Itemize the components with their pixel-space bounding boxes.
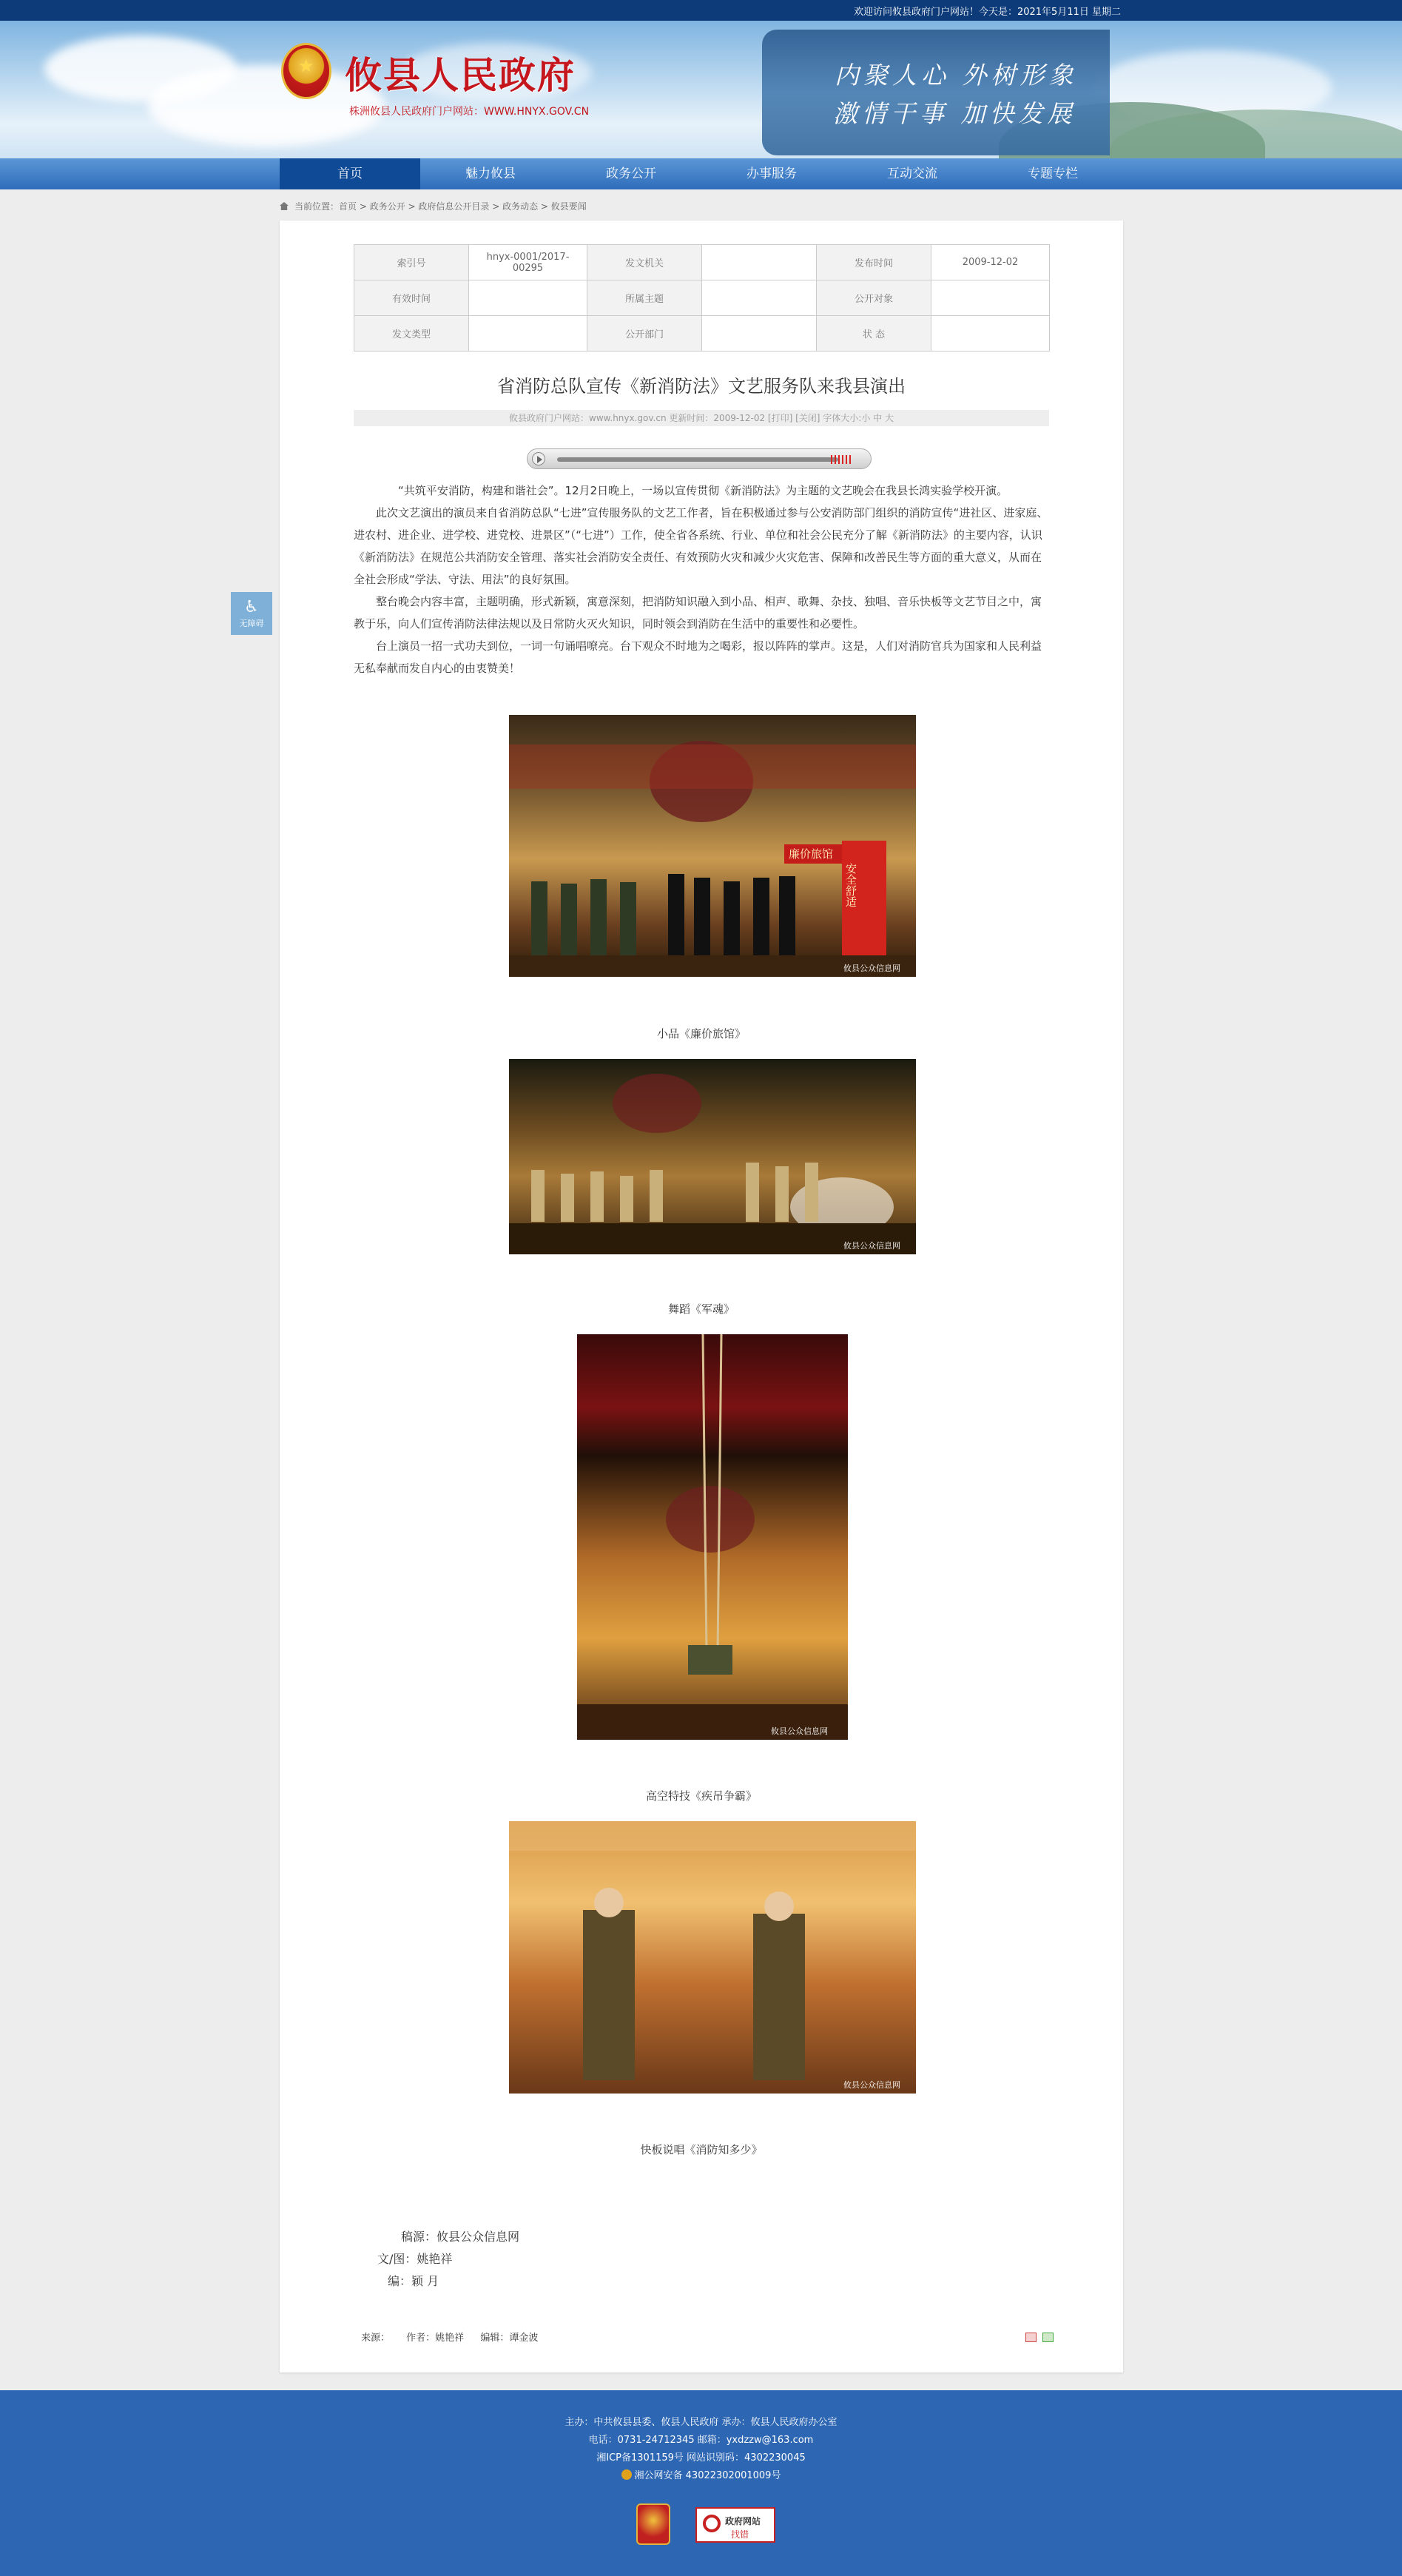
breadcrumb-path[interactable]: 首页 > 政务公开 > 政府信息公开目录 > 政务动态 > 攸县要闻 xyxy=(339,201,587,212)
nav-item-charm[interactable]: 魅力攸县 xyxy=(465,167,516,181)
report-error-badge[interactable] xyxy=(695,2507,775,2543)
accessibility-label: 无障碍 xyxy=(239,619,264,628)
play-icon[interactable] xyxy=(532,452,545,465)
volume-icon[interactable] xyxy=(831,455,853,464)
table-row xyxy=(354,280,1050,316)
signature-editor: 编：颖 月 xyxy=(388,2274,439,2288)
main-nav xyxy=(0,158,1402,189)
meta-label: 公开部门 xyxy=(587,316,702,352)
caption-dance: 舞蹈《军魂》 xyxy=(667,1302,735,1316)
meta-label: 发布时间 xyxy=(817,245,931,280)
footer-police-record[interactable] xyxy=(0,2467,1402,2481)
meta-label: 公开对象 xyxy=(817,280,931,316)
photo-sign-text: 安全舒适 xyxy=(844,863,857,907)
footer-icp[interactable]: 湘ICP备1301159号 网站识别码：4302230045 xyxy=(596,2452,806,2464)
slogan-line-2: 激情干事 加快发展 xyxy=(833,99,1076,128)
meta-label: 发文类型 xyxy=(354,316,469,352)
article-info-bar[interactable]: 攸县政府门户网站：www.hnyx.gov.cn 更新时间：2009-12-02 [打印] [关闭] 字体大小:小 中 大 xyxy=(354,410,1049,426)
article-source-row xyxy=(361,2330,551,2344)
stage-scene-4 xyxy=(509,1821,916,2094)
caption-kuaiban: 快板说唱《消防知多少》 xyxy=(640,2143,763,2156)
paragraph: 此次文艺演出的演员来自省消防总队“七进”宣传服务队的文艺工作者，旨在积极通过参与公安消防部门组织的消防宣传“进社区、进家庭、进农村、进企业、进学校、进党校、进景区”（“七进”）工作，使全省各系统、行业、单位和社会公民充分了解《新消防法》的主要内容，认识《新消防法》在规范公共消防安全管理、落实社会消防安全责任、有效预防火灾和减少火灾危害、保障和改善民生等方面的重大意义，从而在全社会形成“学法、守法、用法”的良好氛围。 xyxy=(354,506,1048,586)
site-subtitle: 株洲攸县人民政府门户网站：WWW.HNYX.GOV.CN xyxy=(349,106,590,118)
article-body xyxy=(354,480,1049,679)
meta-label: 有效时间 xyxy=(354,280,469,316)
magnifier-icon xyxy=(703,2515,721,2532)
paragraph: 台上演员一招一式功夫到位，一词一句诵唱嘹亮。台下观众不时地为之喝彩，报以阵阵的掌声。这是，人们对消防官兵为国家和人民利益无私奉献而发自内心的由衷赞美！ xyxy=(354,639,1042,675)
photo-dance xyxy=(509,1059,916,1254)
caption-aerial: 高空特技《疾吊争霸》 xyxy=(645,1789,757,1803)
national-emblem-icon xyxy=(281,43,331,99)
meta-label: 发文机关 xyxy=(587,245,702,280)
meta-value xyxy=(469,280,587,316)
wheelchair-icon: ♿ xyxy=(244,598,259,616)
badge-subtitle: 找错 xyxy=(731,2529,749,2540)
meta-value xyxy=(931,280,1050,316)
progress-bar[interactable] xyxy=(557,457,838,462)
site-title[interactable]: 攸县人民政府 xyxy=(345,53,576,97)
photo-skit xyxy=(509,715,916,977)
meta-value: 2009-12-02 xyxy=(931,245,1050,280)
nav-item-services[interactable]: 办事服务 xyxy=(747,167,797,181)
footer-organizer: 主办：中共攸县县委、攸县人民政府 承办：攸县人民政府办公室 xyxy=(564,2417,838,2428)
meta-label: 状 态 xyxy=(817,316,931,352)
party-org-logo-icon[interactable] xyxy=(636,2503,670,2545)
nav-item-home[interactable]: 首页 xyxy=(280,158,420,189)
photo-aerial xyxy=(577,1334,848,1740)
breadcrumb-prefix: 当前位置： xyxy=(294,201,340,212)
police-badge-icon xyxy=(621,2469,632,2480)
meta-value xyxy=(931,316,1050,352)
photo-banner-text: 廉价旅馆 xyxy=(789,847,834,861)
stage-scene-2 xyxy=(509,1059,916,1254)
slogan-panel xyxy=(762,30,1110,155)
paragraph: “共筑平安消防，构建和谐社会”。12月2日晚上，一场以宣传贯彻《新消防法》为主题的文艺晚会在我县长鸿实验学校开演。 xyxy=(398,484,1008,497)
table-row xyxy=(354,316,1050,352)
article-panel xyxy=(280,221,1123,2372)
meta-value: hnyx-0001/2017-00295 xyxy=(469,245,587,280)
meta-label: 索引号 xyxy=(354,245,469,280)
footer-police-text: 湘公网安备 43022302001009号 xyxy=(634,2470,781,2481)
meta-label: 所属主题 xyxy=(587,280,702,316)
slogan-line-1: 内聚人心 外树形象 xyxy=(835,61,1078,90)
table-row xyxy=(354,245,1050,280)
share-icons xyxy=(1020,2331,1054,2345)
share-icon[interactable] xyxy=(1042,2333,1054,2342)
signature-writer: 文/图：姚艳祥 xyxy=(377,2252,453,2266)
photo-watermark: 攸县公众信息网 xyxy=(771,1726,828,1736)
source-label: 来源： xyxy=(361,2333,391,2344)
photo-watermark: 攸县公众信息网 xyxy=(843,964,900,973)
nav-item-topics[interactable]: 专题专栏 xyxy=(1028,167,1078,181)
welcome-message: 欢迎访问攸县政府门户网站！今天是：2021年5月11日 星期二 xyxy=(853,7,1121,18)
footer xyxy=(0,2390,1402,2576)
nav-item-interaction[interactable]: 互动交流 xyxy=(887,167,937,181)
photo-watermark: 攸县公众信息网 xyxy=(843,2080,900,2090)
header-banner xyxy=(0,21,1402,158)
home-icon xyxy=(280,202,289,210)
badge-title: 政府网站 xyxy=(725,2516,761,2526)
caption-skit: 小品《廉价旅馆》 xyxy=(656,1027,746,1040)
meta-value xyxy=(702,316,817,352)
nav-item-government-affairs[interactable]: 政务公开 xyxy=(606,167,656,181)
meta-value xyxy=(702,280,817,316)
article-title: 省消防总队宣传《新消防法》文艺服务队来我县演出 xyxy=(497,376,906,397)
meta-value xyxy=(469,316,587,352)
breadcrumb xyxy=(280,200,587,212)
footer-contact: 电话：0731-24712345 邮箱：yxdzzw@163.com xyxy=(588,2435,814,2446)
meta-value xyxy=(702,245,817,280)
photo-kuaiban xyxy=(509,1821,916,2094)
audio-player[interactable] xyxy=(527,448,872,469)
photo-watermark: 攸县公众信息网 xyxy=(843,1241,900,1251)
top-bar xyxy=(0,0,1402,21)
accessibility-button[interactable] xyxy=(231,592,272,635)
stage-scene-3 xyxy=(577,1334,848,1740)
print-icon[interactable] xyxy=(1025,2333,1037,2342)
paragraph: 整台晚会内容丰富，主题明确，形式新颖，寓意深刻，把消防知识融入到小品、相声、歌舞、杂技、独唱、音乐快板等文艺节目之中，寓教于乐，向人们宣传消防法律法规以及日常防火灭火知识，同时领会到消防在生活中的重要性和必要性。 xyxy=(354,595,1042,630)
meta-table xyxy=(354,244,1050,352)
stage-scene-1 xyxy=(509,715,916,977)
editor-label: 编辑：谭金波 xyxy=(480,2333,539,2344)
signature-source: 稿源：攸县公众信息网 xyxy=(401,2230,520,2244)
author-label: 作者：姚艳祥 xyxy=(406,2333,465,2344)
